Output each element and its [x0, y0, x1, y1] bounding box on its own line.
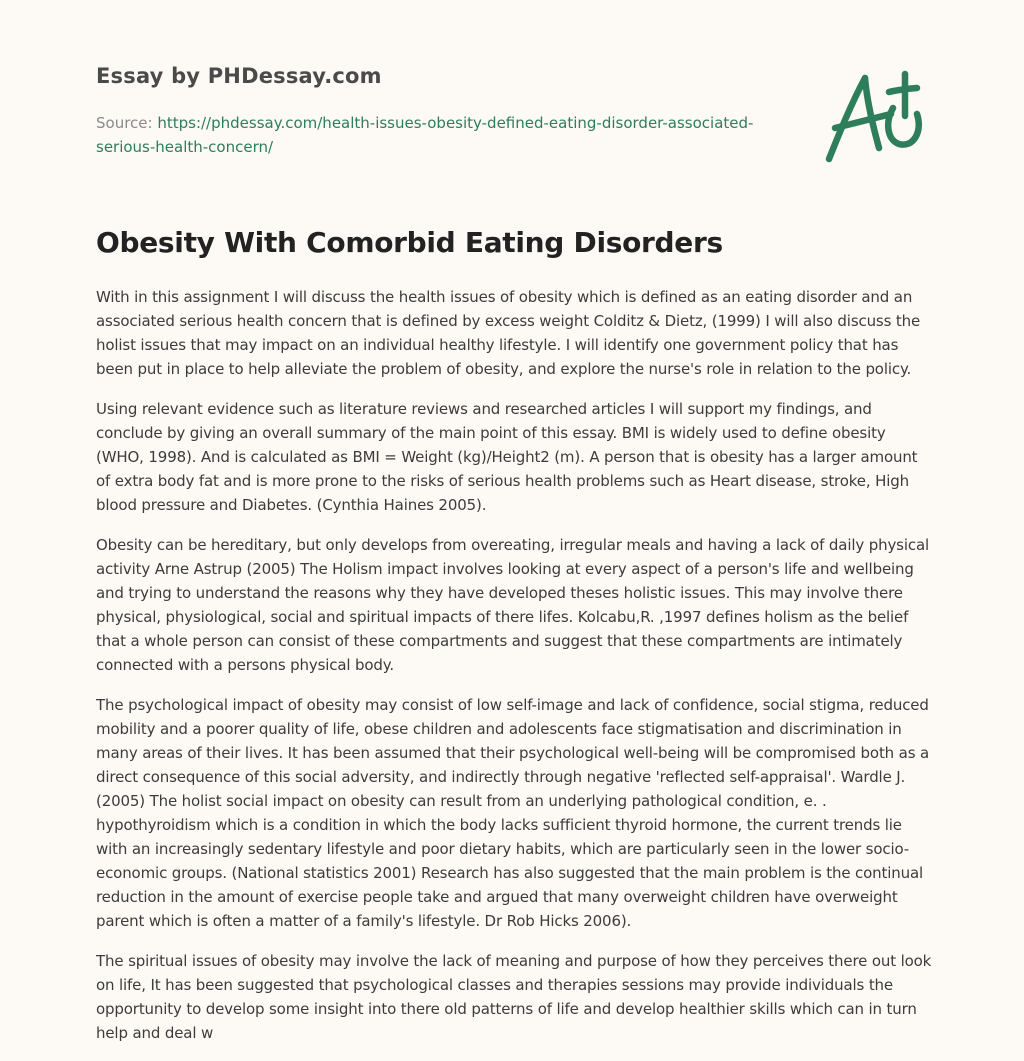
essay-body [96, 285, 932, 1061]
paragraph: Obesity can be hereditary, but only develops from overeating, irregular meals and having a lack of daily physical activity Arne Astrup (2005) The Holism impact involves looking at every aspect of a person's life and wellbeing and trying to understand the reasons why they have developed theses holistic issues. This may involve there physical, physiological, social and spiritual impacts of there lifes. Kolcabu,R. ,1997 defines holism as the belief that a whole person can consist of these compartments and suggest that these compartments are intimately connected with a persons physical body. [96, 536, 930, 674]
paragraph: The spiritual issues of obesity may involve the lack of meaning and purpose of how they perceives there out look on life, It has been suggested that psychological classes and therapies sessions may provide individuals the opportunity to develop some insight into there old patterns of life and develop healthier skills which can in turn help and deal w [96, 952, 932, 1042]
essay-title: Obesity With Comorbid Eating Disorders [96, 226, 723, 259]
a-plus-logo-icon [821, 64, 931, 168]
paragraph: The psychological impact of obesity may consist of low self-image and lack of confidence, social stigma, reduced mobility and a poorer quality of life, obese children and adolescents face stigmatisation and discrimination in many areas of their lives. It has been assumed that their psychological well-being will be compromised both as a direct consequence of this social adversity, and indirectly through negative 'reflected self-appraisal'. Wardle J. (2005) The holist social impact on obesity can result from an underlying pathological condition, e. . hypothyroidism which is a condition in which the body lacks sufficient thyroid hormone, the current trends lie with an increasingly sedentary lifestyle and poor dietary habits, which are particularly seen in the lower socio-economic groups. (National statistics 2001) Research has also suggested that the main problem is the continual reduction in the amount of exercise people take and argued that many overweight children have overweight parent which is often a matter of a family's lifestyle. Dr Rob Hicks 2006). [96, 696, 930, 930]
source-label: Source: [96, 114, 158, 132]
paragraph: Using relevant evidence such as literature reviews and researched articles I will support my findings, and conclude by giving an overall summary of the main point of this essay. BMI is widely used to define obesity (WHO, 1998). And is calculated as BMI = Weight (kg)/Height2 (m). A person that is obesity has a larger amount of extra body fat and is more prone to the risks of serious health problems such as Heart disease, stroke, High blood pressure and Diabetes. (Cynthia Haines 2005). [96, 400, 918, 514]
site-brand: Essay by PHDessay.com [96, 64, 382, 88]
source-line [96, 111, 776, 159]
paragraph: With in this assignment I will discuss the health issues of obesity which is defined as an eating disorder and an associated serious health concern that is defined by excess weight Colditz & Dietz, (1999) I will also discuss the holist issues that may impact on an individual healthy lifestyle. I will identify one government policy that has been put in place to help alleviate the problem of obesity, and explore the nurse's role in relation to the policy. [96, 288, 921, 378]
source-link[interactable]: https://phdessay.com/health-issues-obesity-defined-eating-disorder-associated-serious-health-concern/ [96, 114, 754, 156]
